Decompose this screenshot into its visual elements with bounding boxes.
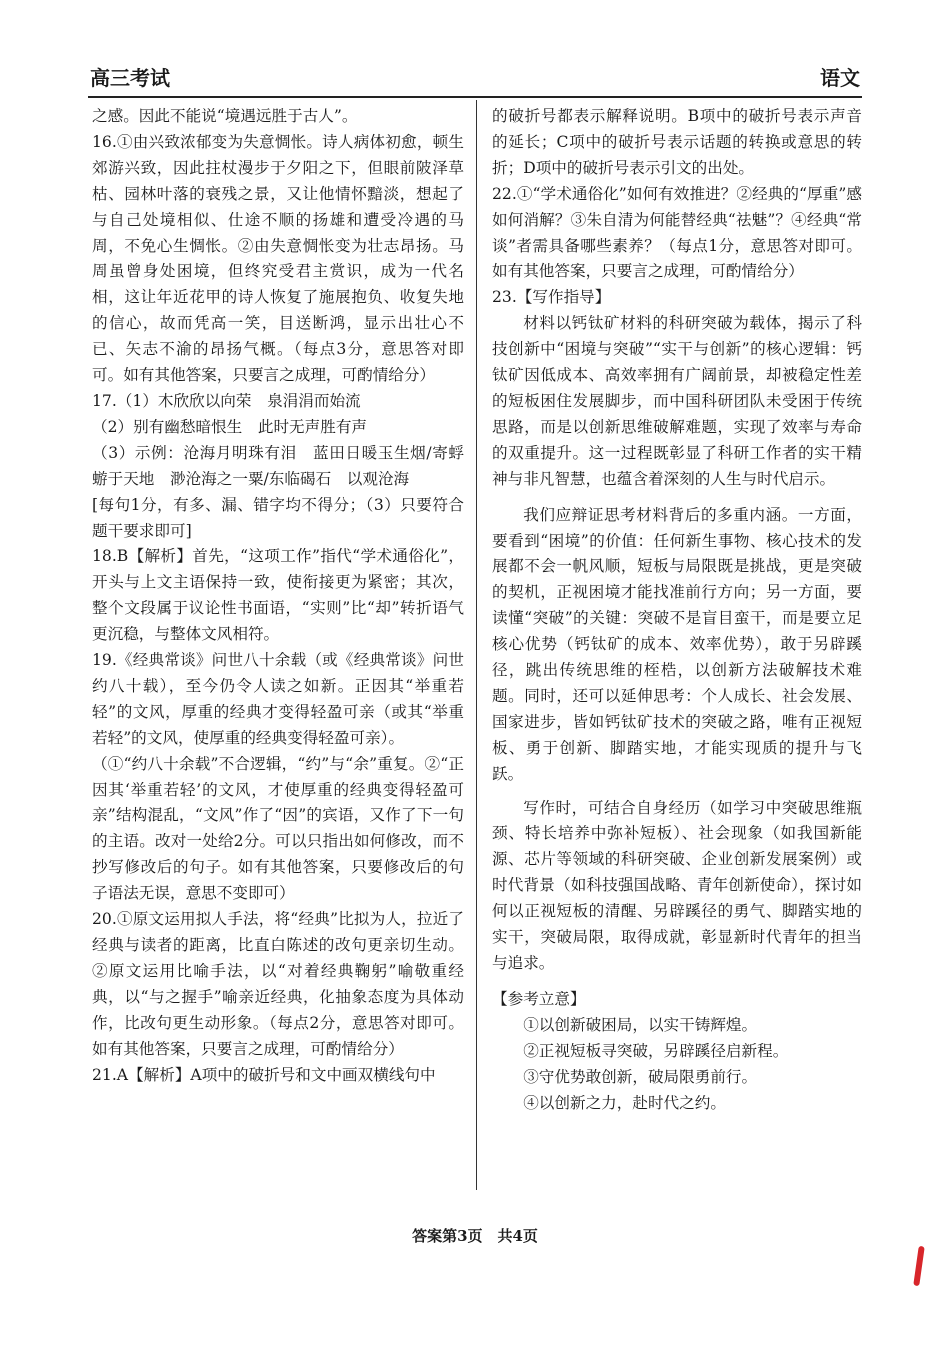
answer-17-note: [每句1分，有多、漏、错字均不得分；（3）只要符合题干要求即可] — [92, 495, 464, 540]
page-header — [90, 62, 860, 92]
reference-theme-4: ④以创新之力，赴时代之约。 — [523, 1093, 726, 1112]
exam-title: 高三考试 — [90, 66, 170, 90]
answer-19-note: （①“约八十余载”不合逻辑，“约”与“余”重复。②“正因其‘举重若轻’的文风，才使厚重的经典变得轻盈可亲”结构混乱，“文风”作了“因”的宾语，又作了下一句的主语。改对一处给2分。可以只指出如何修改，而不抄写修改后的句子。如有其他答案，只要修改后的句子语法无误，意思不变即可） — [92, 754, 464, 903]
right-column — [492, 104, 862, 1116]
subject-label: 语文 — [820, 66, 860, 90]
writing-guide-para-1: 材料以钙钛矿材料的科研突破为载体，揭示了科技创新中“困境与突破”“实干与创新”的核心逻辑：钙钛矿因低成本、高效率拥有广阔前景，却被稳定性差的短板困住发展脚步，而中国科研团队未受困于传统思路，而是以创新思维破解难题，实现了效率与寿命的双重提升。这一过程既彰显了科研工作者的实干精神与非凡智慧，也蕴含着深刻的人生与时代启示。 — [492, 314, 862, 488]
writing-guide-para-3: 写作时，可结合自身经历（如学习中突破思维瓶颈、特长培养中弥补短板）、社会现象（如我国新能源、芯片等领域的科研突破、企业创新发展案例）或时代背景（如科技强国战略、青年创新使命），探讨如何以正视短板的清醒、另辟蹊径的勇气、脚踏实地的实干，突破局限，取得成就，彰显新时代青年的担当与追求。 — [492, 798, 862, 972]
answer-18: 18.B【解析】首先，“这项工作”指代“学术通俗化”，开头与上文主语保持一致，使衔接更为紧密；其次，整个文段属于议论性书面语，“实则”比“却”转折语气更沉稳，与整体文风相符。 — [92, 547, 464, 644]
answer-17-3: （3）示例：沧海月明珠有泪 蓝田日暖玉生烟/寄蜉蝣于天地 渺沧海之一粟/东临碣石 以观沧海 — [92, 443, 464, 488]
reference-theme-3: ③守优势敢创新，破局限勇前行。 — [523, 1067, 758, 1086]
header-rule — [88, 96, 862, 98]
red-pen-mark — [913, 1246, 925, 1286]
answer-23-heading: 23.【写作指导】 — [492, 288, 611, 307]
answer-21-start: 21.A【解析】A项中的破折号和文中画双横线句中 — [92, 1065, 436, 1084]
left-column — [92, 104, 464, 1088]
page-number: 答案第3页 共4页 — [412, 1227, 538, 1245]
answer-17-1: 17.（1）木欣欣以向荣 泉涓涓而始流 — [92, 391, 361, 410]
answer-21-cont: 的破折号都表示解释说明。B项中的破折号表示声音的延长；C项中的破折号表示话题的转换或意思的转折；D项中的破折号表示引文的出处。 — [492, 107, 862, 177]
answer-19: 19.《经典常谈》问世八十余载（或《经典常谈》问世约八十载），至今仍令人读之如新。正因其“举重若轻”的文风，厚重的经典才变得轻盈可亲（或其“举重若轻”的文风，使厚重的经典变得轻盈可亲）。 — [92, 651, 464, 747]
reference-theme-1: ①以创新破困局，以实干铸辉煌。 — [523, 1015, 758, 1034]
answer-20: 20.①原文运用拟人手法，将“经典”比拟为人，拉近了经典与读者的距离，比直白陈述的改句更亲切生动。②原文运用比喻手法，以“对着经典鞠躬”喻敬重经典，以“与之握手”喻亲近经典，化抽象态度为具体动作，比改句更生动形象。（每点2分，意思答对即可。如有其他答案，只要言之成理，可酌情给分） — [92, 910, 464, 1058]
reference-theme-heading: 【参考立意】 — [492, 989, 586, 1008]
column-divider — [476, 100, 477, 1190]
answer-16: 16.①由兴致浓郁变为失意惆怅。诗人病体初愈，顿生郊游兴致，因此拄杖漫步于夕阳之下，但眼前陂泽草枯、园林叶落的衰残之景，又让他情怀黯淡，想起了与自己处境相似、仕途不顺的扬雄和遭受冷遇的马周，不免心生惆怅。②由失意惆怅变为壮志昂扬。马周虽曾身处困境，但终究受君主赏识，成为一代名相，这让年近花甲的诗人恢复了施展抱负、收复失地的信心，故而凭高一笑，目送断鸿，显示出壮心不已、矢志不渝的昂扬气概。（每点3分，意思答对即可。如有其他答案，只要言之成理，可酌情给分） — [92, 132, 464, 385]
answer-15-tail: 之感。因此不能说“境遇远胜于古人”。 — [92, 107, 358, 125]
reference-theme-2: ②正视短板寻突破，另辟蹊径启新程。 — [523, 1041, 789, 1060]
writing-guide-para-2: 我们应辩证思考材料背后的多重内涵。一方面，要看到“困境”的价值：任何新生事物、核心技术的发展都不会一帆风顺，短板与局限既是挑战，更是突破的契机，正视困境才能找准前行方向；另一方面，要读懂“突破”的关键：突破不是盲目蛮干，而是要立足核心优势（钙钛矿的成本、效率优势），敢于另辟蹊径，跳出传统思维的桎梏，以创新方法破解技术难题。同时，还可以延伸思考：个人成长、社会发展、国家进步，皆如钙钛矿技术的突破之路，唯有正视短板、勇于创新、脚踏实地，才能实现质的提升与飞跃。 — [492, 505, 862, 783]
answer-17-2: （2）别有幽愁暗恨生 此时无声胜有声 — [92, 417, 368, 436]
answer-22: 22.①“学术通俗化”如何有效推进？②经典的“厚重”感如何消解？③朱自清为何能替经典“祛魅”？④经典“常谈”者需具备哪些素养？（每点1分，意思答对即可。如有其他答案，只要言之成理，可酌情给分） — [492, 184, 862, 281]
